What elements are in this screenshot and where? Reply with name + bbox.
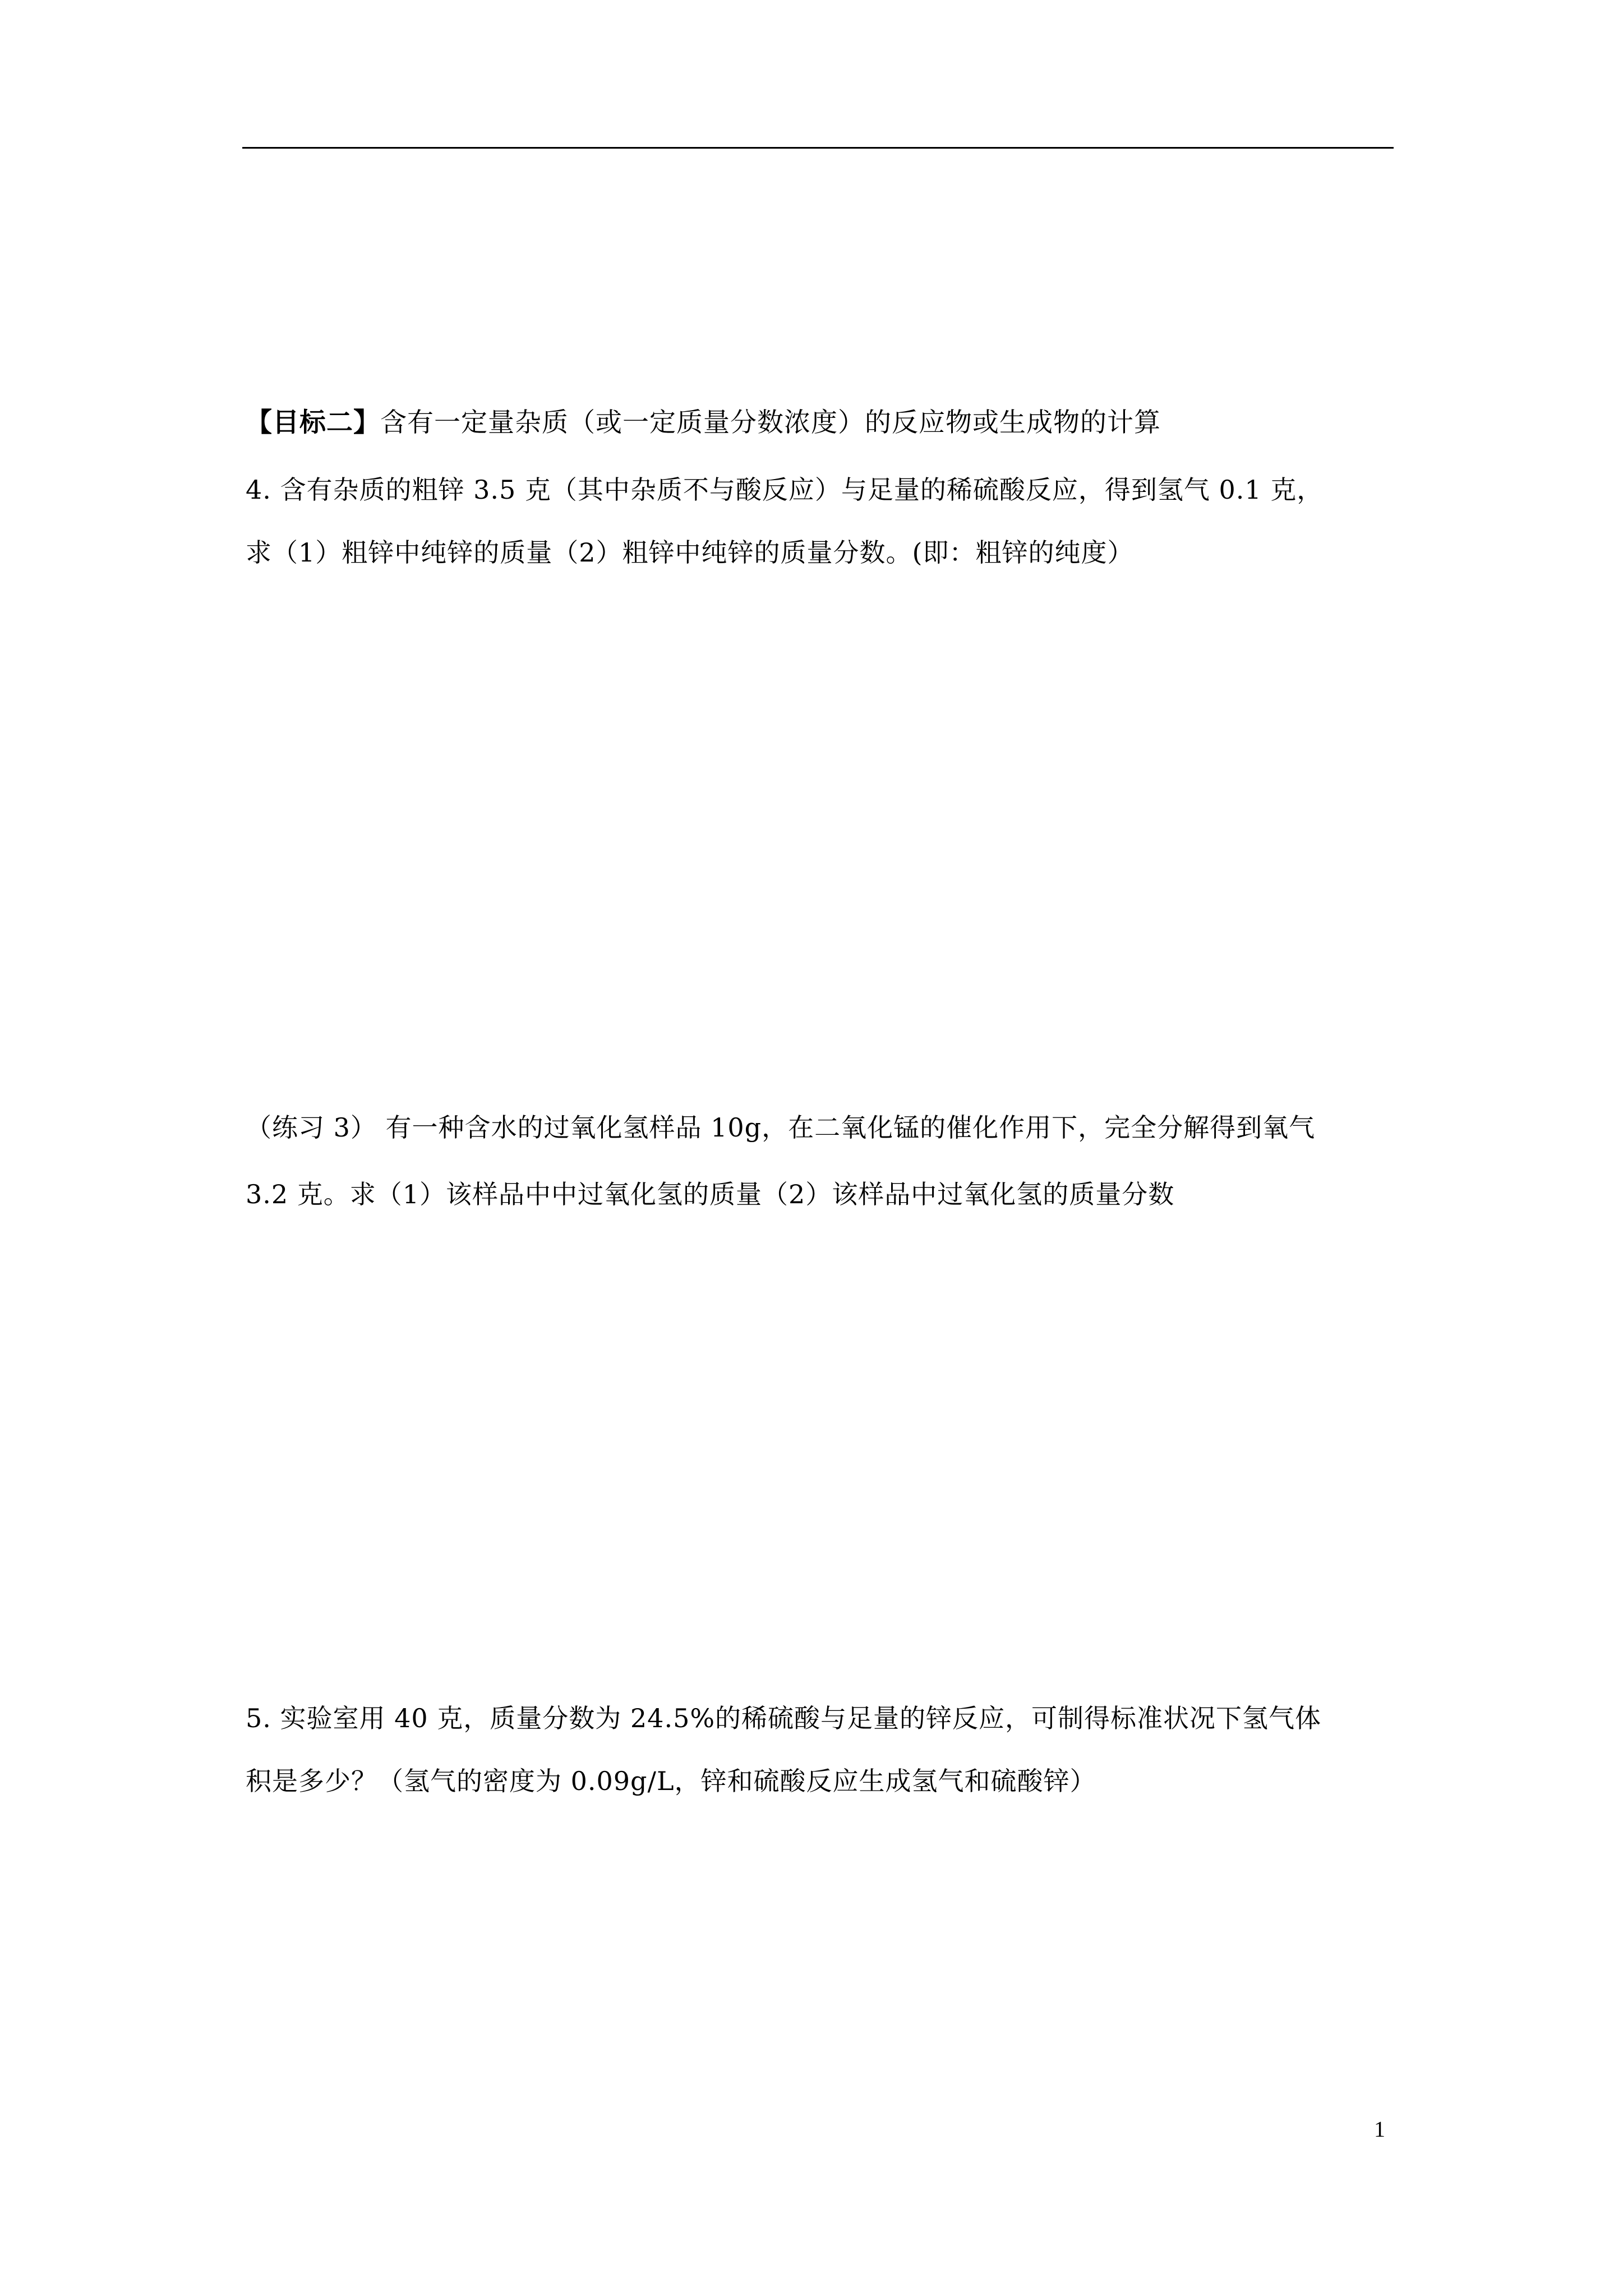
- exercise-3-line-1: （练习 3） 有一种含水的过氧化氢样品 10g，在二氧化锰的催化作用下，完全分解得到氧气: [246, 1112, 1316, 1143]
- section-label: 【目标二】: [246, 407, 380, 438]
- section-title: 含有一定量杂质（或一定质量分数浓度）的反应物或生成物的计算: [380, 407, 1161, 438]
- question-4-line-1: 4. 含有杂质的粗锌 3.5 克（其中杂质不与酸反应）与足量的稀硫酸反应，得到氢气 0.1 克，: [246, 475, 1324, 505]
- header-rule: [242, 147, 1394, 149]
- exercise-3-line-2: 3.2 克。求（1）该样品中中过氧化氢的质量（2）该样品中过氧化氢的质量分数: [246, 1179, 1175, 1209]
- page-number: 1: [1374, 2116, 1385, 2142]
- question-5-line-1: 5. 实验室用 40 克，质量分数为 24.5%的稀硫酸与足量的锌反应，可制得标准状况下氢气体: [246, 1703, 1322, 1733]
- question-5-line-2: 积是多少？（氢气的密度为 0.09g/L，锌和硫酸反应生成氢气和硫酸锌）: [246, 1766, 1096, 1796]
- question-4-line-2: 求（1）粗锌中纯锌的质量（2）粗锌中纯锌的质量分数。(即：粗锌的纯度）: [246, 537, 1134, 568]
- section-heading: [246, 409, 1161, 436]
